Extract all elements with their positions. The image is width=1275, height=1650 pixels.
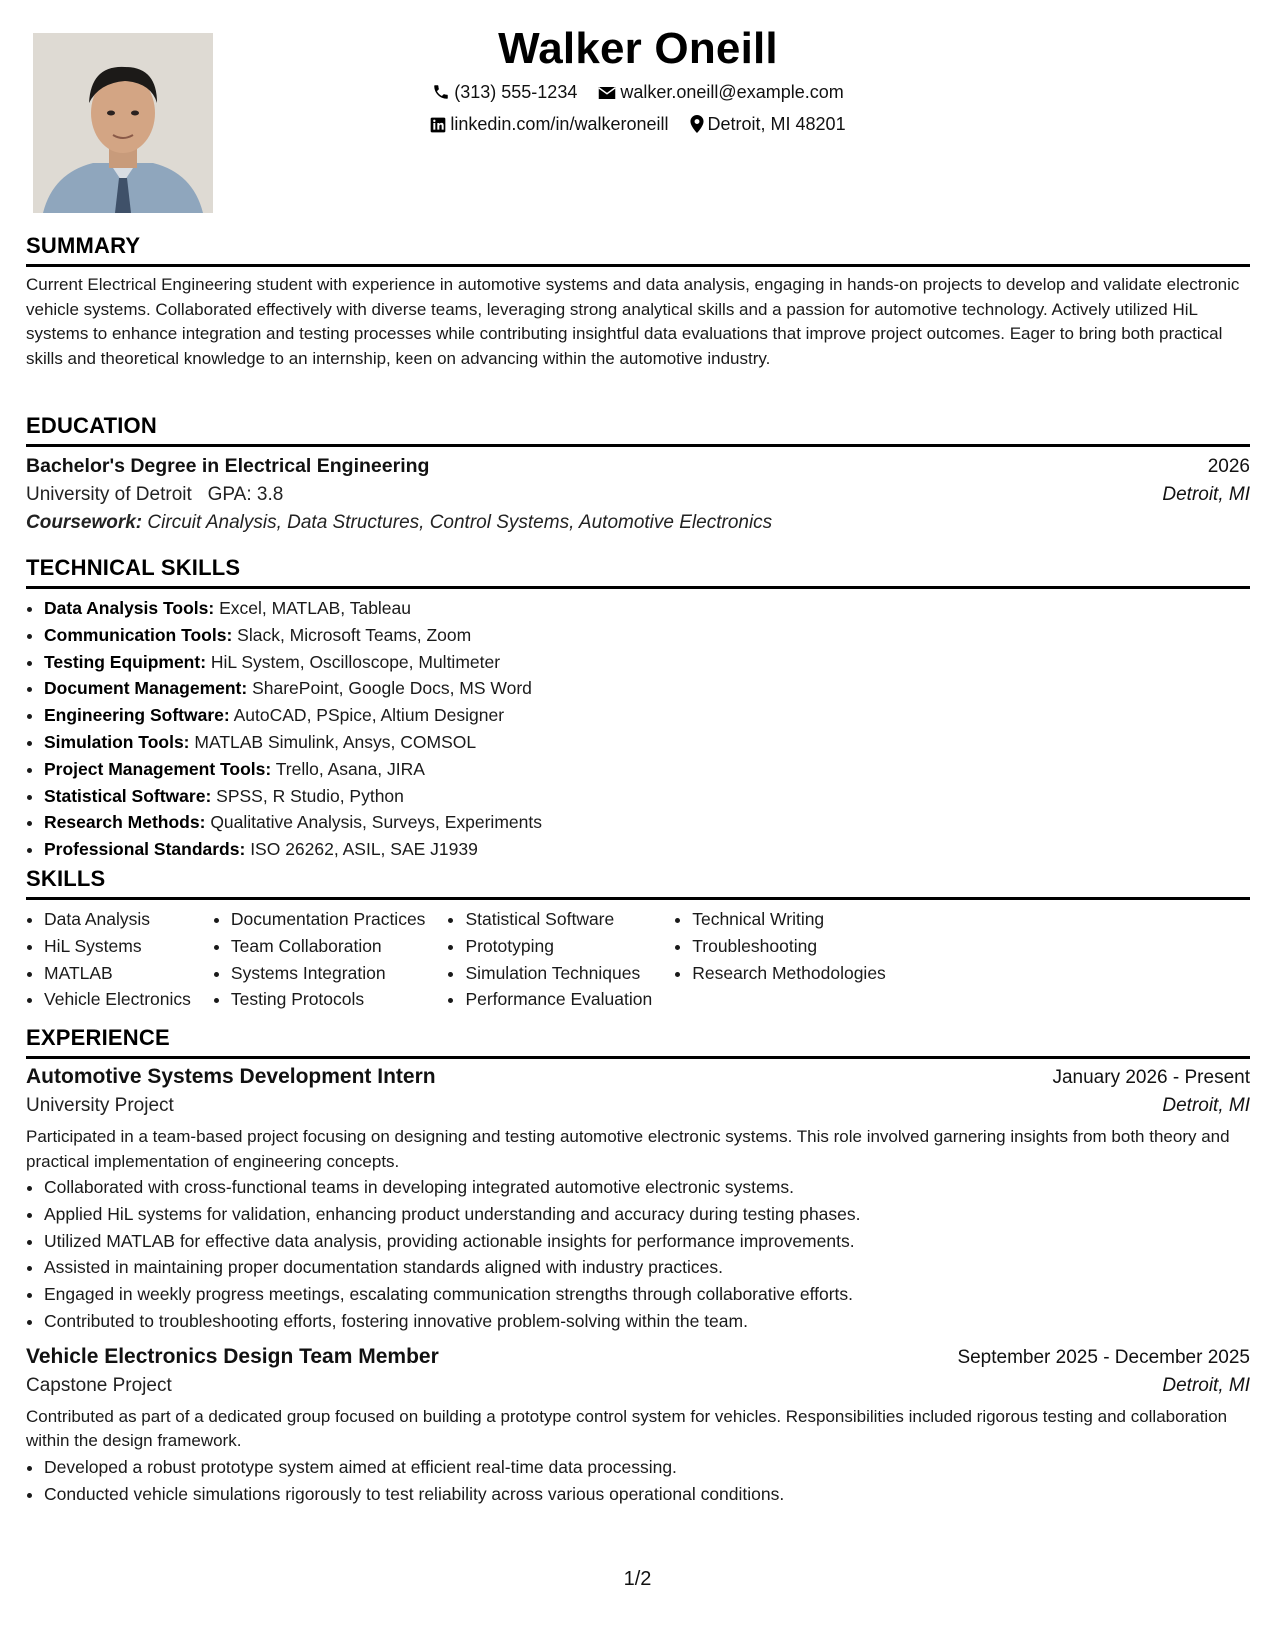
- list-item: [44, 595, 1250, 622]
- coursework-line: [26, 512, 1250, 534]
- map-pin-icon: [690, 115, 704, 133]
- list-item: • Contributed to troubleshooting efforts, fostering innovative problem-solving within the team.: [44, 1308, 1250, 1335]
- job-org-row: [26, 1375, 1250, 1397]
- location-contact: [690, 108, 846, 140]
- skill-label: Project Management Tools:: [44, 758, 272, 779]
- skills-column-2: [213, 906, 426, 1013]
- list-item: • Troubleshooting: [692, 933, 886, 960]
- contact-row-2: [26, 108, 1250, 140]
- candidate-name: Walker Oneill: [498, 24, 778, 73]
- job-location: Detroit, MI: [1162, 1374, 1250, 1396]
- list-item: • Research Methodologies: [692, 960, 886, 987]
- phone-text: (313) 555-1234: [454, 82, 578, 102]
- job-entry: [26, 1065, 1250, 1335]
- school-name: University of Detroit: [26, 484, 192, 505]
- list-item: • HiL Systems: [44, 933, 191, 960]
- degree-row: [26, 455, 1250, 478]
- linkedin-icon: [430, 117, 446, 133]
- job-title-row: [26, 1065, 1250, 1089]
- list-item: • Utilized MATLAB for effective data analysis, providing actionable insights for performance improvements.: [44, 1228, 1250, 1255]
- linkedin-contact[interactable]: [430, 108, 668, 140]
- skill-label: Statistical Software:: [44, 785, 212, 806]
- skill-value: SharePoint, Google Docs, MS Word: [252, 678, 532, 699]
- coursework-list: Circuit Analysis, Data Structures, Control Systems, Automotive Electronics: [147, 512, 773, 533]
- list-item: • Systems Integration: [231, 960, 426, 987]
- school-row: [26, 484, 1250, 506]
- list-item: • Collaborated with cross-functional teams in developing integrated automotive electronic systems.: [44, 1174, 1250, 1201]
- list-item: • Engaged in weekly progress meetings, escalating communication strengths through collaborative efforts.: [44, 1281, 1250, 1308]
- school-location: Detroit, MI: [1162, 484, 1250, 505]
- skill-value: Excel, MATLAB, Tableau: [219, 598, 412, 618]
- technical-skills-section: [26, 554, 1250, 863]
- experience-section: [26, 1024, 1250, 1507]
- list-item: [44, 783, 1250, 810]
- job-bullets: [26, 1454, 1250, 1508]
- job-title: Automotive Systems Development Intern: [26, 1065, 436, 1088]
- education-heading: EDUCATION: [26, 412, 1250, 447]
- job-title: Vehicle Electronics Design Team Member: [26, 1344, 439, 1368]
- skill-label: Engineering Software:: [44, 705, 230, 726]
- list-item: • Technical Writing: [692, 906, 886, 933]
- skills-column-4: [674, 906, 886, 1013]
- skill-label: Simulation Tools:: [44, 731, 190, 752]
- list-item: • Statistical Software: [465, 906, 652, 933]
- skill-value: Qualitative Analysis, Surveys, Experiments: [210, 812, 542, 833]
- skill-value: Trello, Asana, JIRA: [275, 758, 425, 779]
- contact-row-1: [26, 76, 1250, 108]
- list-item: [44, 675, 1250, 702]
- coursework-label: Coursework:: [26, 512, 143, 533]
- graduation-year: 2026: [1207, 456, 1250, 477]
- skill-label: Research Methods:: [44, 812, 206, 833]
- list-item: • Documentation Practices: [231, 906, 426, 933]
- job-bullets: [26, 1174, 1250, 1335]
- skill-label: Data Analysis Tools:: [44, 598, 215, 618]
- list-item: • Testing Protocols: [231, 986, 426, 1013]
- education-section: [26, 412, 1250, 534]
- list-item: • Team Collaboration: [231, 933, 426, 960]
- summary-text: Current Electrical Engineering student with experience in automotive systems and data analysis, engaging in hands-on projects to develop and validate electronic vehicle systems. Collaborated effectively with diverse teams, leveraging strong analytical skills and a passion for automotive technology. Actively utilized HiL systems to enhance integration and testing processes while contributing insightful data evaluations that improve project outcomes. Eager to bring both practical skills and theoretical knowledge to an internship, keen on advancing within the automotive industry.: [26, 275, 1240, 368]
- skill-value: MATLAB Simulink, Ansys, COMSOL: [194, 731, 477, 752]
- school-line: [26, 484, 283, 506]
- technical-skills-list: [26, 595, 1250, 863]
- resume-header: [26, 22, 1250, 140]
- list-item: • Applied HiL systems for validation, enhancing product understanding and accuracy during testing phases.: [44, 1201, 1250, 1228]
- job-org: University Project: [26, 1095, 174, 1116]
- location-text: Detroit, MI 48201: [707, 114, 846, 134]
- skill-label: Document Management:: [44, 678, 248, 699]
- list-item: • Assisted in maintaining proper documentation standards aligned with industry practices.: [44, 1254, 1250, 1281]
- list-item: • Data Analysis: [44, 906, 191, 933]
- job-dates: January 2026 - Present: [1052, 1067, 1250, 1088]
- job-title-row: [26, 1345, 1250, 1369]
- list-item: [44, 622, 1250, 649]
- summary-heading: SUMMARY: [26, 232, 1250, 267]
- skill-value: HiL System, Oscilloscope, Multimeter: [210, 651, 501, 672]
- experience-heading: EXPERIENCE: [26, 1024, 1250, 1059]
- list-item: [44, 729, 1250, 756]
- skills-column-3: [447, 906, 652, 1013]
- skills-column-1: [26, 906, 191, 1013]
- phone-icon: [432, 83, 450, 101]
- list-item: • Prototyping: [465, 933, 652, 960]
- page-number: 1/2: [623, 1568, 652, 1590]
- job-description: Contributed as part of a dedicated group focused on building a prototype control system for vehicles. Responsibilities included rigorous testing and collaboration within the design framework.: [26, 1406, 1228, 1451]
- linkedin-text: linkedin.com/in/walkeroneill: [450, 114, 669, 134]
- job-location: Detroit, MI: [1162, 1095, 1250, 1116]
- job-description: Participated in a team-based project focusing on designing and testing automotive electronic systems. This role involved garnering insights from both theory and practical implementation of engineering concepts.: [26, 1127, 1230, 1171]
- gpa: GPA: 3.8: [207, 484, 284, 505]
- skill-label: Testing Equipment:: [44, 651, 207, 672]
- job-org: Capstone Project: [26, 1374, 172, 1396]
- list-item: • Performance Evaluation: [465, 986, 652, 1013]
- email-contact[interactable]: [598, 76, 843, 108]
- list-item: • Vehicle Electronics: [44, 986, 191, 1013]
- skill-value: Slack, Microsoft Teams, Zoom: [237, 624, 472, 645]
- skill-label: Communication Tools:: [44, 624, 233, 645]
- skill-value: ISO 26262, ASIL, SAE J1939: [250, 839, 478, 860]
- email-text: walker.oneill@example.com: [620, 82, 844, 102]
- summary-section: [26, 232, 1250, 371]
- list-item: • Simulation Techniques: [465, 960, 652, 987]
- list-item: • MATLAB: [44, 960, 191, 987]
- list-item: [44, 649, 1250, 676]
- technical-skills-heading: TECHNICAL SKILLS: [26, 554, 1250, 589]
- job-entry: [26, 1345, 1250, 1508]
- phone-contact: [432, 76, 577, 108]
- skill-value: SPSS, R Studio, Python: [216, 785, 404, 806]
- degree-title: Bachelor's Degree in Electrical Engineering: [26, 455, 430, 477]
- skill-value: AutoCAD, PSpice, Altium Designer: [233, 705, 505, 726]
- list-item: [44, 836, 1250, 863]
- job-dates: September 2025 - December 2025: [957, 1346, 1250, 1368]
- skills-grid: [26, 906, 1250, 1013]
- skill-label: Professional Standards:: [44, 839, 246, 860]
- list-item: • Conducted vehicle simulations rigorously to test reliability across various operational conditions.: [44, 1481, 1250, 1508]
- list-item: [44, 702, 1250, 729]
- skills-section: [26, 865, 1250, 1013]
- envelope-icon: [598, 85, 616, 101]
- list-item: [44, 756, 1250, 783]
- list-item: • Developed a robust prototype system aimed at efficient real-time data processing.: [44, 1454, 1250, 1481]
- skills-heading: SKILLS: [26, 865, 1250, 900]
- job-org-row: [26, 1095, 1250, 1117]
- list-item: [44, 809, 1250, 836]
